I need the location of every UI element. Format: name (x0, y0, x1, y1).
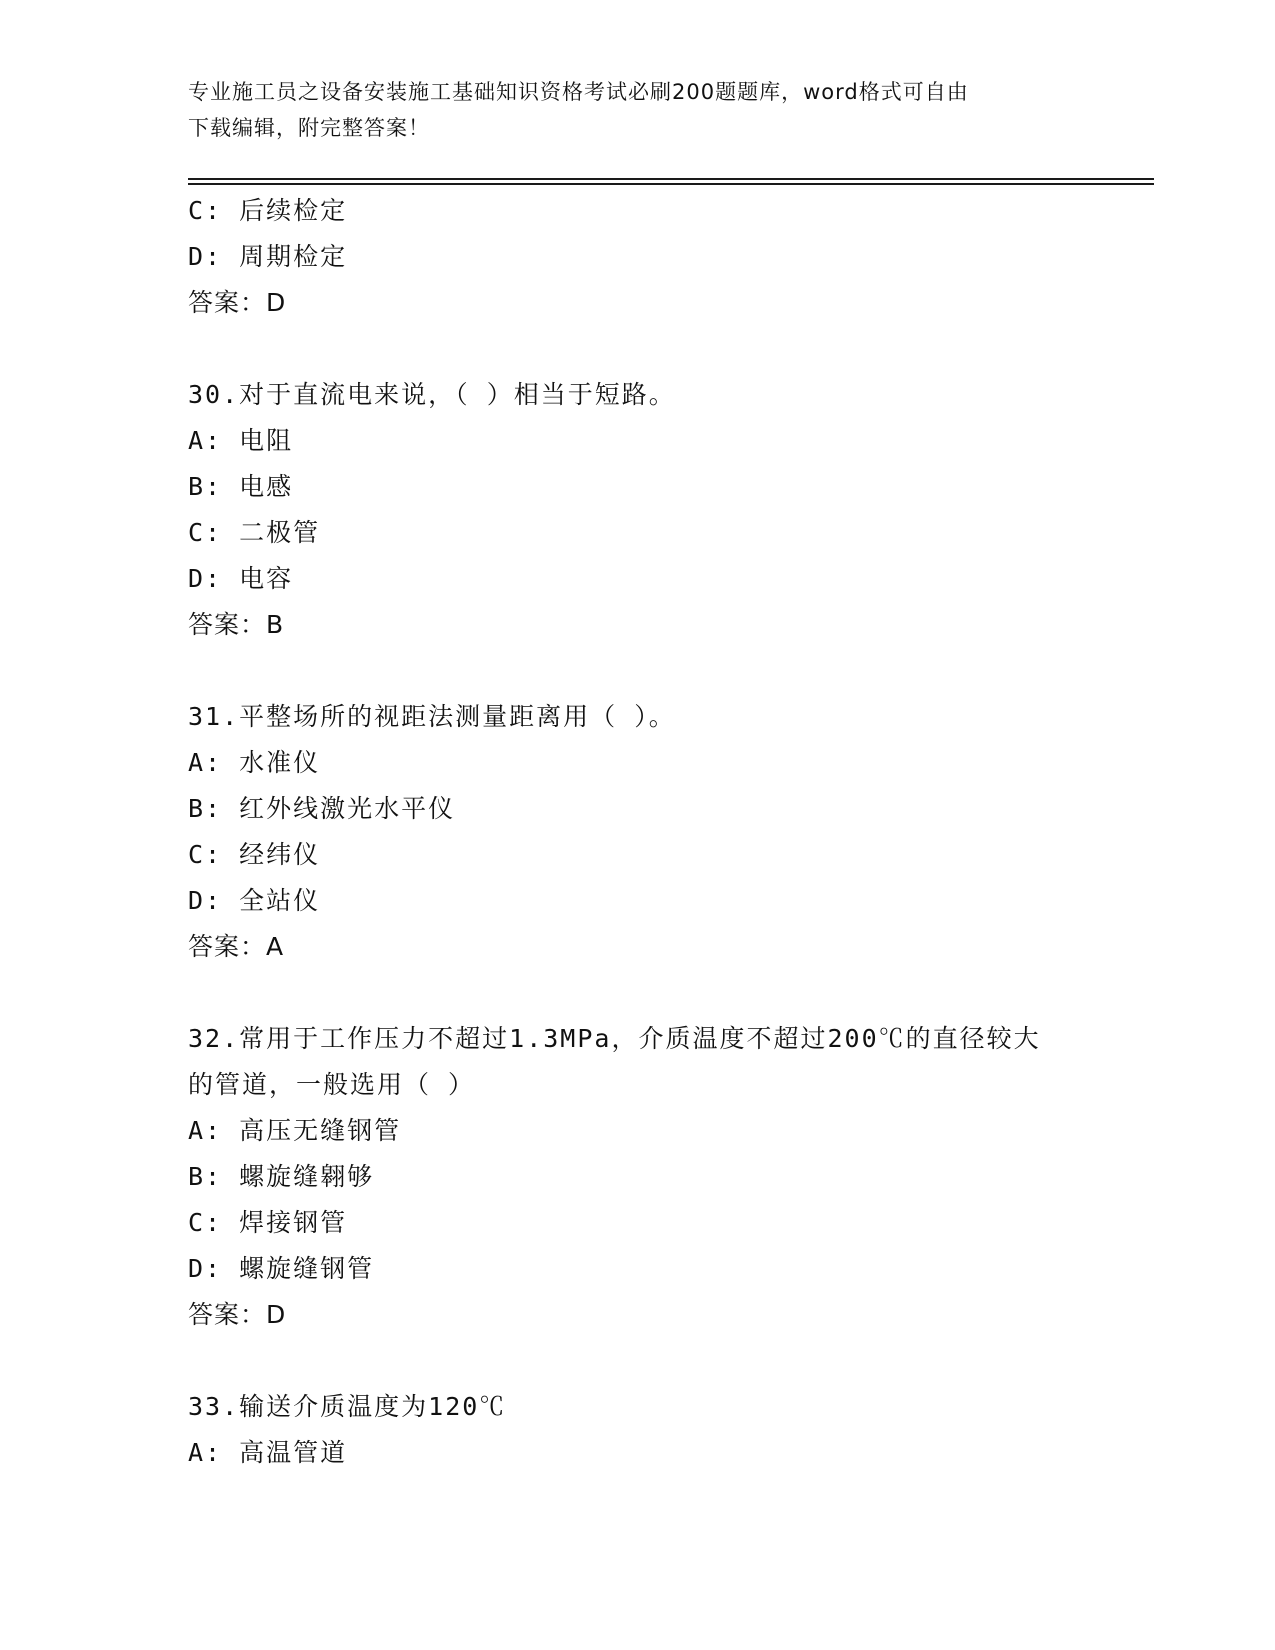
option-a: A: 电阻 (188, 426, 294, 455)
answer-label: 答案：B (188, 610, 285, 639)
question-stem: 30.对于直流电来说，（ ）相当于短路。 (188, 380, 676, 409)
option-a: A: 高压无缝钢管 (188, 1116, 402, 1145)
option-c: C: 焊接钢管 (188, 1208, 348, 1237)
question-stem-line-1: 32.常用于工作压力不超过1.3MPa，介质温度不超过200℃的直径较大 (188, 1024, 1041, 1053)
spacer (188, 648, 1088, 694)
option-c: C: 经纬仪 (188, 840, 321, 869)
header-line-2: 下载编辑，附完整答案！ (188, 116, 430, 140)
question-list (188, 188, 1088, 1476)
header-divider-bottom (188, 183, 1154, 185)
option-a: A: 水准仪 (188, 748, 321, 777)
option-d: D: 周期检定 (188, 242, 348, 271)
question-31 (188, 694, 1088, 970)
answer-label: 答案：A (188, 932, 285, 961)
spacer (188, 326, 1088, 372)
answer-label: 答案：D (188, 1300, 287, 1329)
option-b: B: 电感 (188, 472, 294, 501)
option-d: D: 全站仪 (188, 886, 321, 915)
option-c: C: 二极管 (188, 518, 321, 547)
document-header (188, 74, 1088, 146)
question-stem: 33.输送介质温度为120℃ (188, 1392, 507, 1421)
spacer (188, 1338, 1088, 1384)
header-line-1: 专业施工员之设备安装施工基础知识资格考试必刷200题题库，word格式可自由 (188, 80, 969, 104)
option-a: A: 高温管道 (188, 1438, 348, 1467)
option-c: C: 后续检定 (188, 196, 348, 225)
spacer (188, 970, 1088, 1016)
answer-label: 答案：D (188, 288, 287, 317)
option-d: D: 螺旋缝钢管 (188, 1254, 375, 1283)
question-stem: 31.平整场所的视距法测量距离用（ ）。 (188, 702, 676, 731)
question-30 (188, 372, 1088, 648)
header-divider-top (188, 178, 1154, 180)
option-d: D: 电容 (188, 564, 294, 593)
question-32 (188, 1016, 1088, 1338)
question-stem-line-2: 的管道，一般选用（ ） (188, 1070, 476, 1099)
question-33 (188, 1384, 1088, 1476)
option-b: B: 螺旋缝翱够 (188, 1162, 375, 1191)
option-b: B: 红外线激光水平仪 (188, 794, 456, 823)
question-continuation (188, 188, 1088, 326)
